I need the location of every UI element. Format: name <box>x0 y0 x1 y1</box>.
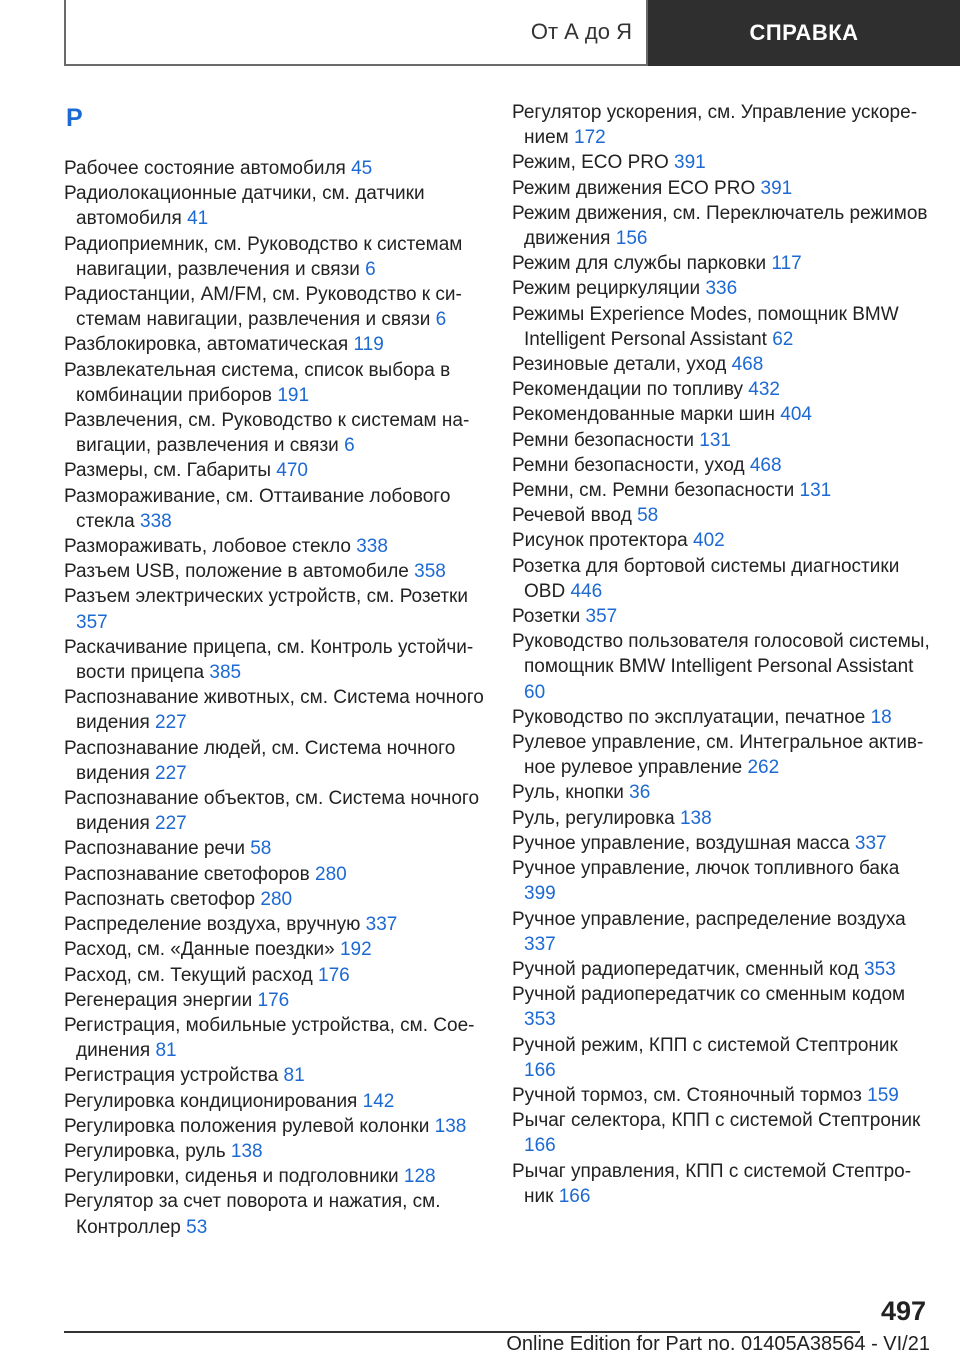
index-entry-text: Рабочее состояние автомобиля <box>64 158 346 179</box>
index-entry-text: Регенерация энергии <box>64 989 253 1011</box>
index-entry-text: Ручной радиопередатчик со сменным кодом <box>512 984 906 1006</box>
index-entry <box>512 730 932 780</box>
index-page-link[interactable]: 166 <box>558 1185 591 1207</box>
index-entry <box>64 963 484 988</box>
index-entry <box>512 629 932 705</box>
index-entry <box>64 836 484 861</box>
index-entry-text: Ручной тормоз, см. Стояночный тормоз <box>512 1084 862 1106</box>
index-entry-text: Режим движения ECO PRO <box>512 177 756 199</box>
index-page-link[interactable]: 41 <box>187 208 209 230</box>
index-page-link[interactable]: 353 <box>524 1009 556 1031</box>
index-entry <box>512 201 932 251</box>
index-entry <box>512 251 932 276</box>
index-page-link[interactable]: 159 <box>867 1084 899 1106</box>
index-entry <box>64 1164 484 1189</box>
index-entry-text: Руль, регулировка <box>512 807 675 829</box>
index-entry <box>512 150 932 175</box>
index-entry-text: Распознавание животных, см. Система ночного видения <box>64 687 484 734</box>
index-entry-text: Режим, ECO PRO <box>512 152 669 174</box>
index-entry <box>512 528 932 553</box>
index-entry-text: Рекомендации по топливу <box>512 379 744 401</box>
index-entry-text: Раскачивание прицепа, см. Контроль устойчивости прицепа <box>64 636 474 684</box>
index-entry <box>512 176 932 201</box>
index-entry <box>512 428 932 453</box>
index-page-link[interactable]: 404 <box>780 404 812 426</box>
index-page-link[interactable]: 337 <box>365 914 398 936</box>
index-page-link[interactable]: 138 <box>679 807 712 829</box>
index-page-link[interactable]: 385 <box>209 662 242 684</box>
index-entry-text: Режим для службы парковки <box>512 253 767 275</box>
index-page-link[interactable]: 192 <box>339 939 372 961</box>
index-entry-text: Ручное управление, распределение воздуха <box>512 908 906 930</box>
index-entry <box>512 982 932 1032</box>
index-entry <box>64 408 484 458</box>
index-entry-text: Размораживать, лобовое стекло <box>64 536 351 558</box>
index-entry <box>64 559 484 584</box>
index-entry <box>64 1013 484 1063</box>
index-page-link[interactable]: 337 <box>524 933 556 955</box>
index-entry <box>64 887 484 912</box>
index-entry <box>512 1108 932 1158</box>
index-entry-text: Ручной режим, КПП с системой Стептроник <box>512 1034 898 1056</box>
index-entry <box>64 736 484 786</box>
index-entry <box>64 1114 484 1139</box>
index-entry-text: Ремни безопасности <box>512 429 694 451</box>
index-entry <box>512 806 932 831</box>
index-entry-text: Рычаг селектора, КПП с системой Стептроник <box>512 1110 921 1132</box>
index-entry-text: Распределение воздуха, вручную <box>64 914 361 936</box>
index-entry-text: Радиолокационные датчики, см. датчики автомобиля <box>64 183 425 230</box>
index-page-link[interactable]: 81 <box>283 1065 305 1087</box>
index-page-link[interactable]: 280 <box>315 863 347 885</box>
index-page-link[interactable]: 176 <box>257 989 290 1011</box>
index-entry-text: Регистрация устройства <box>64 1065 279 1087</box>
index-page-link[interactable]: 357 <box>585 606 618 628</box>
index-entry-text: Режимы Experience Modes, помощник BMW Intelligent Personal Assistant <box>512 303 899 350</box>
index-entry <box>64 1063 484 1088</box>
index-page-link[interactable]: 176 <box>318 964 350 986</box>
index-entry-text: Развлекательная система, список выбора в комбинации приборов <box>64 359 451 406</box>
index-entry-text: Розетки <box>512 606 581 628</box>
index-entry-text: Регулятор за счет поворота и нажатия, см. Контроллер <box>64 1191 441 1238</box>
index-page-link[interactable]: 6 <box>435 309 447 331</box>
index-entry <box>64 358 484 408</box>
index-page-link[interactable]: 117 <box>771 253 802 275</box>
index-page-link[interactable]: 468 <box>731 354 764 376</box>
index-page-link[interactable]: 166 <box>524 1059 556 1081</box>
index-page-link[interactable]: 446 <box>570 580 603 602</box>
index-entry-text: Размораживание, см. Оттаивание лобового стекла <box>64 485 451 532</box>
index-entry <box>64 584 484 634</box>
index-entry-text: Руководство пользователя голосовой системы, помощник BMW Intelligent Personal Assistant <box>512 631 930 678</box>
index-page-link[interactable]: 128 <box>403 1166 436 1188</box>
index-page-link[interactable]: 36 <box>629 782 651 804</box>
index-page-link[interactable]: 280 <box>260 888 293 910</box>
index-page-link[interactable]: 156 <box>615 228 648 250</box>
index-entry <box>512 831 932 856</box>
index-page-link[interactable]: 227 <box>155 762 187 784</box>
index-entry <box>64 484 484 534</box>
index-entry-text: Ручное управление, воздушная масса <box>512 832 850 854</box>
index-entry-text: Разъем USB, положение в автомобиле <box>64 561 409 583</box>
index-entry <box>64 786 484 836</box>
index-entry <box>512 377 932 402</box>
index-page-link[interactable]: 172 <box>574 127 606 149</box>
index-entry <box>64 282 484 332</box>
index-page-link[interactable]: 131 <box>699 429 731 451</box>
index-page-link[interactable]: 338 <box>140 510 172 532</box>
index-page-link[interactable]: 131 <box>799 480 832 502</box>
index-entry <box>512 276 932 301</box>
index-entry-text: Радиоприемник, см. Руководство к системам навигации, развлечения и связи <box>64 233 463 280</box>
index-entry-text: Ручное управление, лючок топливного бака <box>512 858 900 880</box>
index-entry-text: Регулировка, руль <box>64 1140 226 1162</box>
index-entry <box>512 1033 932 1083</box>
index-page-link[interactable]: 391 <box>760 177 793 199</box>
index-entry <box>512 907 932 957</box>
chapter-tab <box>648 0 960 66</box>
index-entry <box>512 554 932 604</box>
index-page-link[interactable]: 18 <box>870 706 892 728</box>
page-number: 497 <box>880 1296 926 1326</box>
index-entry-text: Ремни безопасности, уход <box>512 454 745 476</box>
index-entry <box>512 100 932 150</box>
index-entry-text: Регулировка кондиционирования <box>64 1090 358 1112</box>
index-entry <box>64 937 484 962</box>
index-page-link[interactable]: 191 <box>277 384 310 406</box>
index-entry-text: Режим рециркуляции <box>512 278 701 300</box>
index-entry-text: Расход, см. Текущий расход <box>64 964 313 986</box>
index-page-link[interactable]: 336 <box>705 278 738 300</box>
index-page-link[interactable]: 62 <box>772 328 794 350</box>
index-entry <box>64 912 484 937</box>
index-page-link[interactable]: 262 <box>747 757 780 779</box>
index-entry <box>512 856 932 906</box>
index-page-link[interactable]: 53 <box>186 1216 208 1238</box>
index-entry <box>64 458 484 483</box>
index-page-link[interactable]: 81 <box>155 1040 177 1062</box>
index-entry-text: Размеры, см. Габариты <box>64 460 271 482</box>
index-entry-text: Резиновые детали, уход <box>512 354 727 376</box>
index-page-link[interactable]: 470 <box>276 460 308 482</box>
chapter-tab-label: СПРАВКА <box>749 20 859 45</box>
index-entry <box>64 1189 484 1239</box>
index-page-link[interactable]: 227 <box>155 813 187 835</box>
index-entry-text: Регистрация, мобильные устройства, см. Соединения <box>64 1014 475 1062</box>
index-entry <box>512 1083 932 1108</box>
index-entry-text: Регулятор ускорения, см. Управление ускорением <box>512 102 918 149</box>
index-entry-text: Разблокировка, автоматическая <box>64 334 349 356</box>
index-entry-text: Режим движения, см. Переключатель режимов движения <box>512 202 928 250</box>
index-entry <box>512 957 932 982</box>
index-page-link[interactable]: 399 <box>524 883 556 905</box>
index-page-link[interactable]: 357 <box>76 611 108 633</box>
index-column-right <box>512 100 932 1209</box>
index-page-link[interactable]: 391 <box>674 152 706 174</box>
index-page-link[interactable]: 60 <box>524 681 546 703</box>
index-entry <box>512 402 932 427</box>
index-entry-text: Ручной радиопередатчик, сменный код <box>512 958 859 980</box>
index-entry <box>64 1089 484 1114</box>
index-entry-text: Расход, см. «Данные поездки» <box>64 939 335 961</box>
index-page-link[interactable]: 142 <box>362 1090 395 1112</box>
index-entry <box>64 332 484 357</box>
index-entry-text: Распознавание объектов, см. Система ночного видения <box>64 788 480 835</box>
index-entry <box>512 503 932 528</box>
index-page-link[interactable]: 6 <box>365 258 376 280</box>
section-tab <box>64 0 648 66</box>
index-entry-text: Разъем электрических устройств, см. Розетки <box>64 586 468 608</box>
index-entry-text: Рулевое управление, см. Интегральное активное рулевое управление <box>512 732 924 779</box>
index-entry-text: Рекомендованные марки шин <box>512 404 775 426</box>
index-column-left <box>64 100 484 1240</box>
index-page-link[interactable]: 337 <box>854 832 887 854</box>
page-header <box>64 0 960 66</box>
index-entry-text: Рисунок протектора <box>512 530 688 552</box>
index-entry-text: Распознавание людей, см. Система ночного видения <box>64 737 456 784</box>
index-entry-text: Распознавание речи <box>64 838 245 860</box>
index-entry <box>512 780 932 805</box>
index-page-link[interactable]: 353 <box>864 958 896 980</box>
index-entry-text: Рычаг управления, КПП с системой Стептроник <box>512 1160 912 1207</box>
index-page-link[interactable]: 166 <box>524 1135 556 1157</box>
index-page-link[interactable]: 138 <box>230 1140 263 1162</box>
index-letter: Р <box>66 104 83 132</box>
index-entry-text: Распознать светофор <box>64 888 256 910</box>
index-entry <box>512 352 932 377</box>
index-entry <box>64 232 484 282</box>
index-page-link[interactable]: 402 <box>693 530 725 552</box>
index-page-link[interactable]: 468 <box>749 454 782 476</box>
index-entry <box>64 534 484 559</box>
index-entry-text: Руководство по эксплуатации, печатное <box>512 706 866 728</box>
index-page-link[interactable]: 138 <box>434 1115 467 1137</box>
index-entry-text: Развлечения, см. Руководство к системам навигации, развлечения и связи <box>64 410 470 457</box>
index-page-link[interactable]: 45 <box>351 158 373 179</box>
index-entry <box>512 302 932 352</box>
index-entry <box>64 156 484 181</box>
index-page-link[interactable]: 119 <box>353 334 384 356</box>
index-entry-text: Радиостанции, AM/FM, см. Руководство к системам навигации, развлечения и связи <box>64 284 462 331</box>
index-page-link[interactable]: 432 <box>748 379 780 401</box>
index-entry-text: Руль, кнопки <box>512 782 624 804</box>
index-entry <box>512 453 932 478</box>
index-page-link[interactable]: 227 <box>155 712 187 734</box>
index-entry-text: Регулировки, сиденья и подголовники <box>64 1166 399 1188</box>
index-entry-text: Речевой ввод <box>512 505 632 527</box>
index-entry <box>512 478 932 503</box>
section-tab-label: От А до Я <box>530 19 632 44</box>
index-page-link[interactable]: 358 <box>414 561 446 583</box>
index-entry-text: Розетка для бортовой системы диагностики OBD <box>512 555 900 602</box>
index-entry-text: Регулировка положения рулевой колонки <box>64 1115 430 1137</box>
index-entry <box>64 181 484 231</box>
index-entry <box>64 635 484 685</box>
index-entry <box>512 1159 932 1209</box>
index-page-link[interactable]: 58 <box>250 838 272 860</box>
index-entry <box>512 604 932 629</box>
index-page-link[interactable]: 338 <box>356 536 388 558</box>
index-entry <box>64 1139 484 1164</box>
index-page-link[interactable]: 58 <box>637 505 659 527</box>
index-entry <box>512 705 932 730</box>
index-entry <box>64 862 484 887</box>
index-entry <box>64 988 484 1013</box>
footer-edition: Online Edition for Part no. 01405A38564 - VI/21 <box>506 1333 930 1355</box>
index-entry <box>64 685 484 735</box>
index-entry-text: Ремни, см. Ремни безопасности <box>512 480 795 502</box>
index-page-link[interactable]: 6 <box>344 435 355 457</box>
index-entry-text: Распознавание светофоров <box>64 863 310 885</box>
